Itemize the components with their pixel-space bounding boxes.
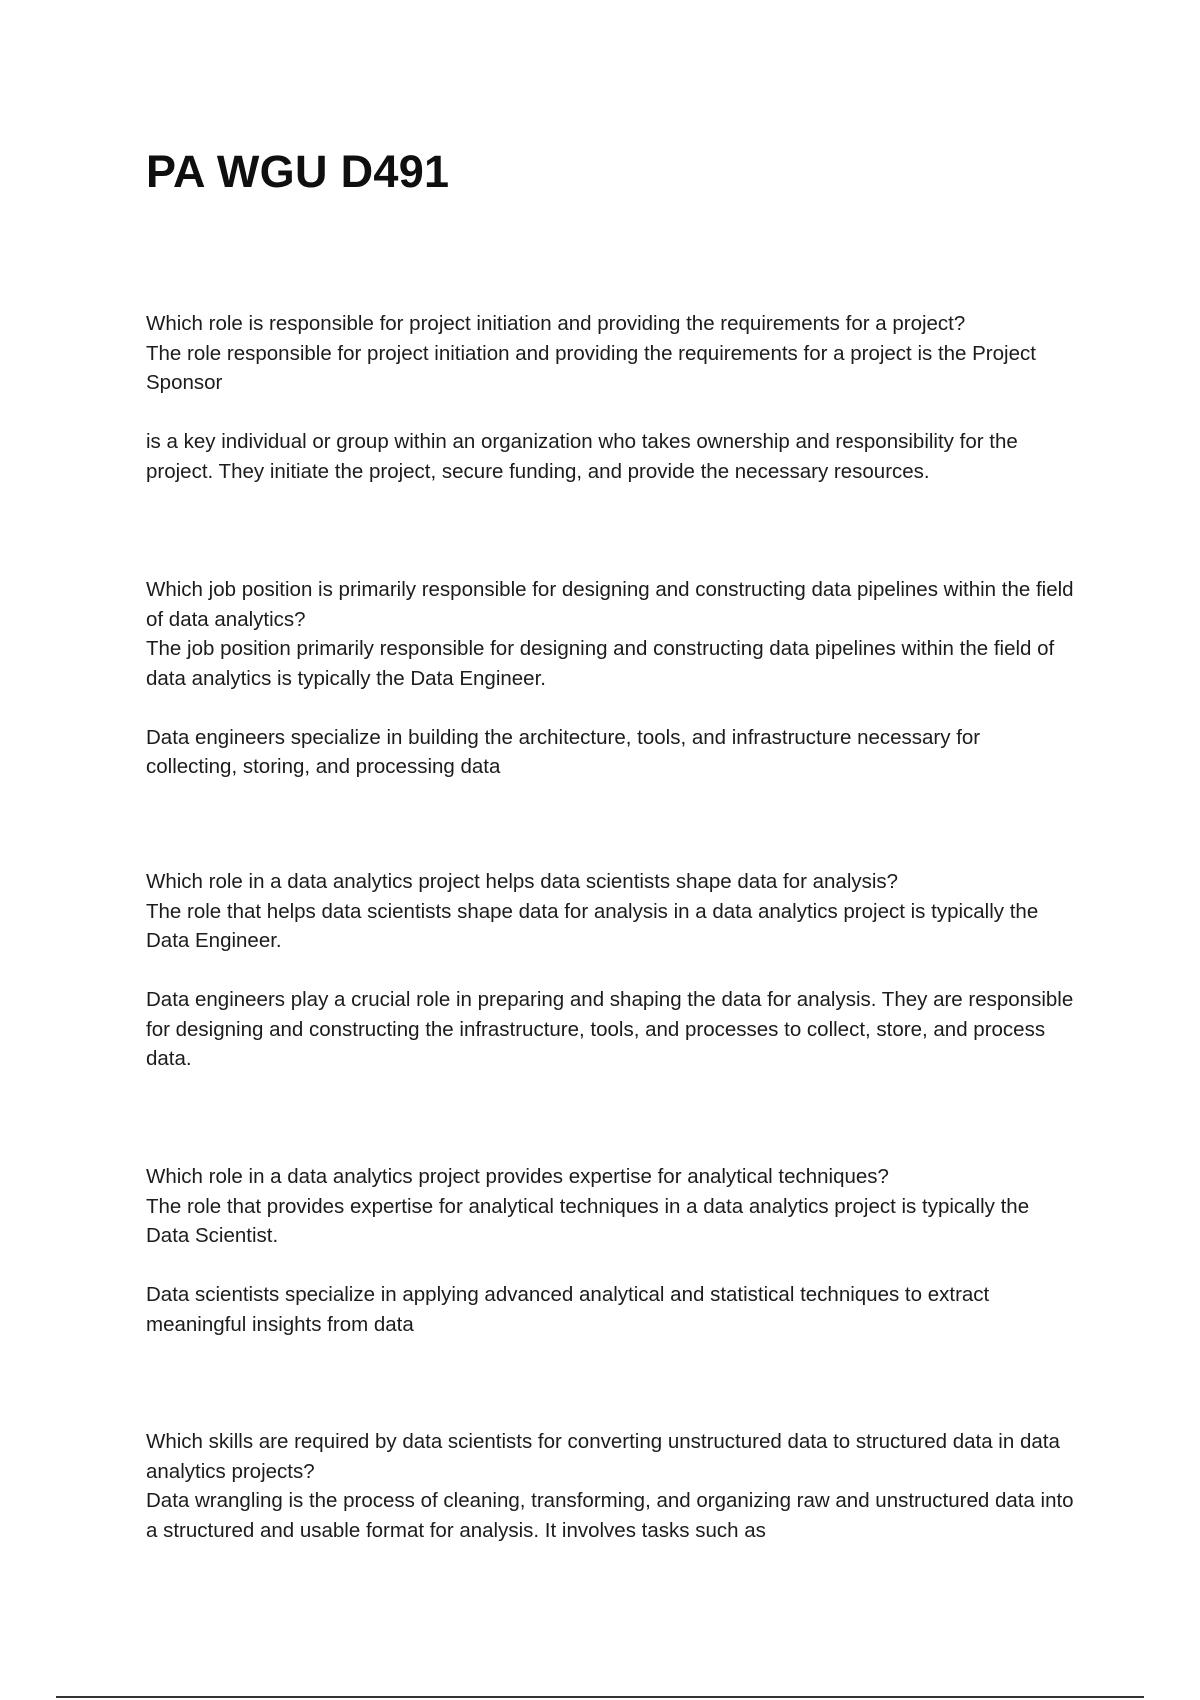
answer-detail-text: is a key individual or group within an organization who takes ownership and responsibility for the project. They initiate the project, secure funding, and provide the necessary resources. <box>146 430 1018 483</box>
qa-item <box>146 309 1076 486</box>
question-text: Which role in a data analytics project helps data scientists shape data for analysis? <box>146 870 899 893</box>
question-text: Which job position is primarily responsible for designing and constructing data pipelines within the field of data analytics? <box>146 578 1074 631</box>
question-text: Which role in a data analytics project provides expertise for analytical techniques? <box>146 1165 889 1188</box>
document-title: PA WGU D491 <box>146 146 450 197</box>
answer-detail-text: Data scientists specialize in applying advanced analytical and statistical techniques to extract meaningful insights from data <box>146 1283 990 1336</box>
answer-text: The role that helps data scientists shape data for analysis in a data analytics project is typically the Data Engineer. <box>146 899 1039 952</box>
question-text: Which skills are required by data scientists for converting unstructured data to structured data in data analytics projects? <box>146 1430 1060 1483</box>
answer-detail-text: Data engineers specialize in building the architecture, tools, and infrastructure necessary for collecting, storing, and processing data <box>146 725 981 778</box>
qa-item <box>146 1162 1076 1339</box>
question-text: Which role is responsible for project initiation and providing the requirements for a project? <box>146 312 966 335</box>
qa-item <box>146 867 1076 1074</box>
answer-text: Data wrangling is the process of cleaning, transforming, and organizing raw and unstructured data into a structured and usable format for analysis. It involves tasks such as <box>146 1489 1074 1542</box>
page-footer-divider <box>56 1696 1144 1698</box>
qa-item <box>146 575 1076 782</box>
answer-text: The role responsible for project initiation and providing the requirements for a project is the Project Sponsor <box>146 341 1036 394</box>
answer-detail-text: Data engineers play a crucial role in preparing and shaping the data for analysis. They are responsible for designing and constructing the infrastructure, tools, and processes to collect, store, and process data. <box>146 988 1074 1070</box>
answer-text: The job position primarily responsible for designing and constructing data pipelines within the field of data analytics is typically the Data Engineer. <box>146 637 1055 690</box>
answer-text: The role that provides expertise for analytical techniques in a data analytics project is typically the Data Scientist. <box>146 1194 1030 1247</box>
qa-item <box>146 1427 1076 1545</box>
